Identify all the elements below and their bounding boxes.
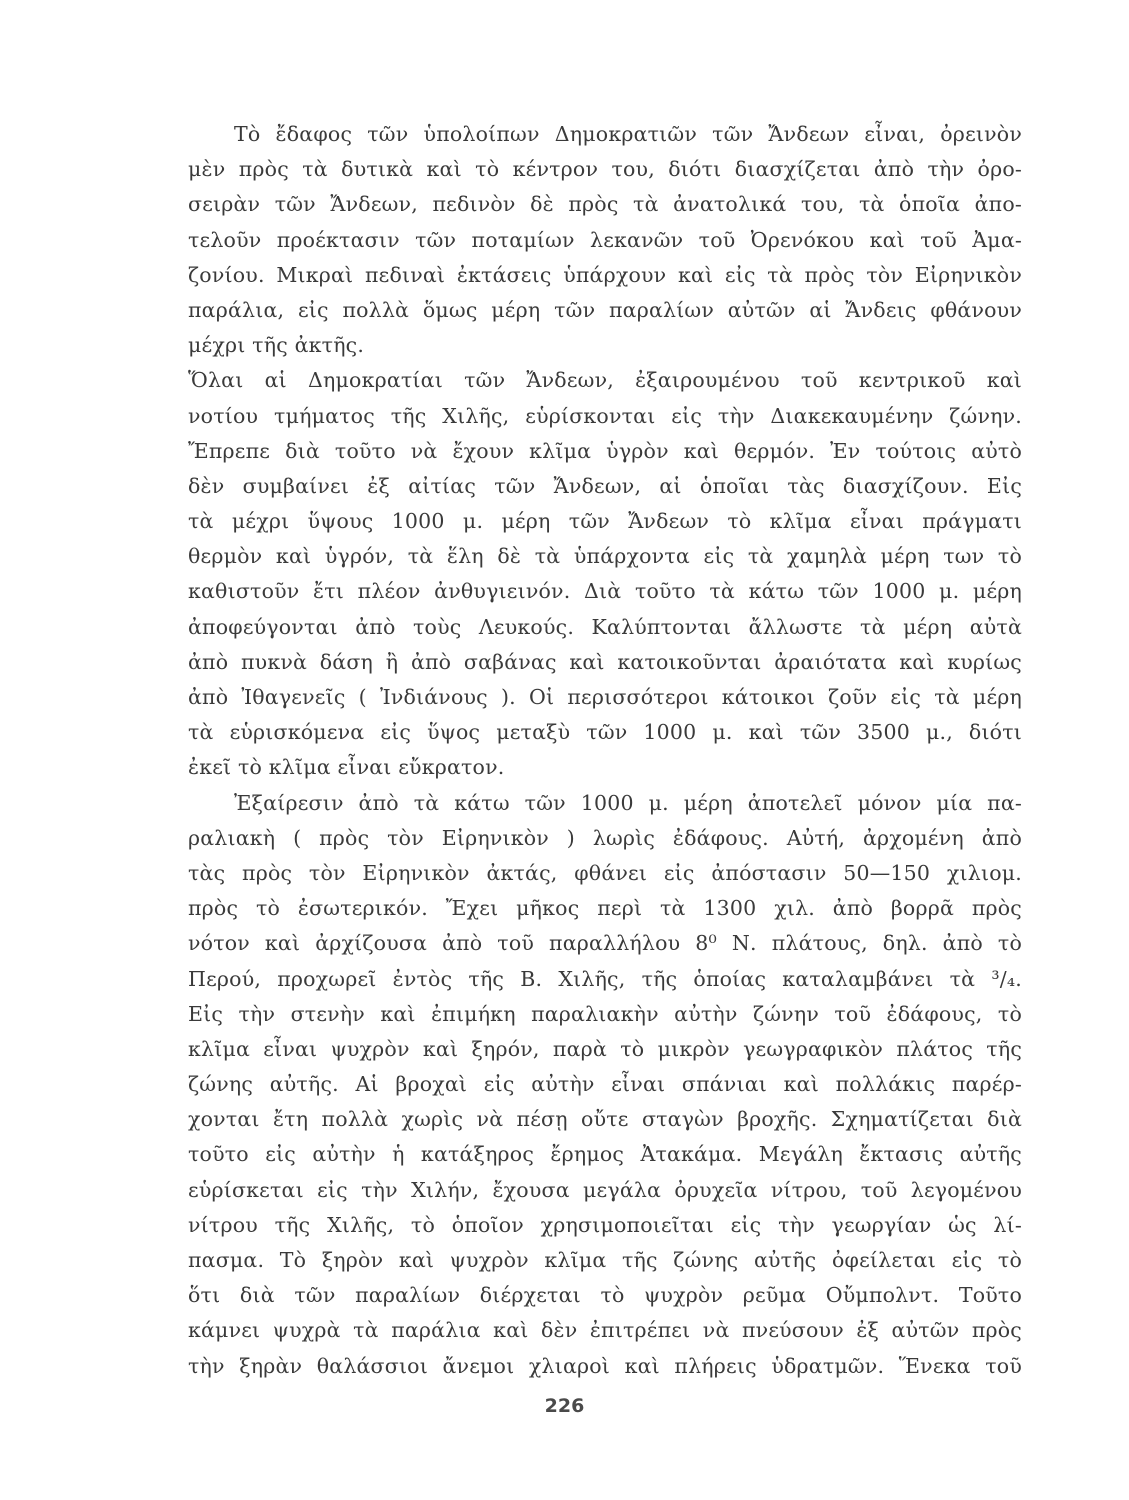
text-line: τὰ εὑρισκόμενα εἰς ὕψος μεταξὺ τῶν 1000 μ. καὶ τῶν 3500 μ., διότι: [188, 720, 1022, 745]
text-line: παράλια, εἰς πολλὰ ὅμως μέρη τῶν παραλίων αὐτῶν αἱ Ἄνδεις φθάνουν: [188, 297, 1022, 322]
text-line: ραλιακὴ ( πρὸς τὸν Εἰρηνικὸν ) λωρὶς ἐδάφους. Αὐτή, ἀρχομένη ἀπὸ: [188, 825, 1022, 850]
text-line: πασμα. Τὸ ξηρὸν καὶ ψυχρὸν κλῖμα τῆς ζώνης αὐτῆς ὀφείλεται εἰς τὸ: [188, 1248, 1022, 1272]
text-line: Εἰς τὴν στενὴν καὶ ἐπιμήκη παραλιακὴν αὐτὴν ζώνην τοῦ ἐδάφους, τὸ: [188, 1001, 1022, 1026]
text-line: τὰς πρὸς τὸν Εἰρηνικὸν ἀκτάς, φθάνει εἰς ἀπόστασιν 50—150 χιλιομ.: [188, 860, 1022, 885]
text-line: τὴν ξηρὰν θαλάσσιοι ἄνεμοι χλιαροὶ καὶ πλήρεις ὑδρατμῶν. Ἕνεκα τοῦ: [188, 1353, 1022, 1378]
text-line: μέχρι τῆς ἀκτῆς.: [188, 333, 365, 358]
text-line: τελοῦν προέκτασιν τῶν ποταμίων λεκανῶν τοῦ Ὀρενόκου καὶ τοῦ Ἀμα-: [188, 227, 1022, 252]
text-line: ζώνης αὐτῆς. Αἱ βροχαὶ εἰς αὐτὴν εἶναι σπάνιαι καὶ πολλάκις παρέρ-: [188, 1072, 1022, 1097]
text-line: νότον καὶ ἀρχίζουσα ἀπὸ τοῦ παραλλήλου 8⁰ Ν. πλάτους, δηλ. ἀπὸ τὸ: [188, 931, 1022, 956]
text-line: ἀπὸ Ἰθαγενεῖς ( Ἰνδιάνους ). Οἱ περισσότεροι κάτοικοι ζοῦν εἰς τὰ μέρη: [188, 685, 1022, 709]
text-line: τὰ μέχρι ὕψους 1000 μ. μέρη τῶν Ἄνδεων τὸ κλῖμα εἶναι πράγματι: [188, 509, 1022, 534]
text-line: ζονίου. Μικραὶ πεδιναὶ ἐκτάσεις ὑπάρχουν καὶ εἰς τὰ πρὸς τὸν Εἰρηνικὸν: [188, 262, 1022, 287]
text-line: μὲν πρὸς τὰ δυτικὰ καὶ τὸ κέντρον του, διότι διασχίζεται ἀπὸ τὴν ὀρο-: [188, 157, 1022, 182]
text-line: εὑρίσκεται εἰς τὴν Χιλήν, ἔχουσα μεγάλα ὀρυχεῖα νίτρου, τοῦ λεγομένου: [188, 1177, 1022, 1202]
text-line: ἐκεῖ τὸ κλῖμα εἶναι εὔκρατον.: [188, 755, 505, 780]
text-line: ὅτι διὰ τῶν παραλίων διέρχεται τὸ ψυχρὸν ρεῦμα Οὔμπολντ. Τοῦτο: [188, 1283, 1022, 1308]
text-line: Ἐξαίρεσιν ἀπὸ τὰ κάτω τῶν 1000 μ. μέρη ἀποτελεῖ μόνον μία πα-: [234, 790, 1022, 815]
text-line: κάμνει ψυχρὰ τὰ παράλια καὶ δὲν ἐπιτρέπει νὰ πνεύσουν ἐξ αὐτῶν πρὸς: [188, 1318, 1022, 1343]
text-line: θερμὸν καὶ ὑγρόν, τὰ ἕλη δὲ τὰ ὑπάρχοντα εἰς τὰ χαμηλὰ μέρη των τὸ: [188, 544, 1022, 569]
text-line: τοῦτο εἰς αὐτὴν ἡ κατάξηρος ἔρημος Ἀτακάμα. Μεγάλη ἔκτασις αὐτῆς: [188, 1142, 1022, 1167]
text-line: δὲν συμβαίνει ἐξ αἰτίας τῶν Ἄνδεων, αἱ ὁποῖαι τὰς διασχίζουν. Εἰς: [188, 473, 1022, 498]
body-text: [188, 117, 1022, 1384]
text-line: Ἔπρεπε διὰ τοῦτο νὰ ἔχουν κλῖμα ὑγρὸν καὶ θερμόν. Ἐν τούτοις αὐτὸ: [188, 438, 1022, 463]
text-line: νοτίου τμήματος τῆς Χιλῆς, εὑρίσκονται εἰς τὴν Διακεκαυμένην ζώνην.: [188, 403, 1022, 428]
page-number: 226: [544, 1395, 585, 1417]
text-line: χονται ἔτη πολλὰ χωρὶς νὰ πέσῃ οὔτε σταγὼν βροχῆς. Σχηματίζεται διὰ: [188, 1107, 1022, 1132]
text-line: ἀποφεύγονται ἀπὸ τοὺς Λευκούς. Καλύπτονται ἄλλωστε τὰ μέρη αὐτὰ: [188, 614, 1022, 639]
text-line: πρὸς τὸ ἐσωτερικόν. Ἔχει μῆκος περὶ τὰ 1300 χιλ. ἀπὸ βορρᾶ πρὸς: [188, 896, 1022, 921]
text-line: νίτρου τῆς Χιλῆς, τὸ ὁποῖον χρησιμοποιεῖται εἰς τὴν γεωργίαν ὡς λί-: [188, 1212, 1022, 1237]
text-line: κλῖμα εἶναι ψυχρὸν καὶ ξηρόν, παρὰ τὸ μικρὸν γεωγραφικὸν πλάτος τῆς: [188, 1036, 1022, 1061]
text-line: καθιστοῦν ἔτι πλέον ἀνθυγιεινόν. Διὰ τοῦτο τὰ κάτω τῶν 1000 μ. μέρη: [188, 579, 1022, 604]
text-line: ἀπὸ πυκνὰ δάση ἢ ἀπὸ σαβάνας καὶ κατοικοῦνται ἀραιότατα καὶ κυρίως: [188, 649, 1022, 674]
text-line: Ὅλαι αἱ Δημοκρατίαι τῶν Ἄνδεων, ἐξαιρουμένου τοῦ κεντρικοῦ καὶ: [188, 368, 1022, 393]
text-line: σειρὰν τῶν Ἄνδεων, πεδινὸν δὲ πρὸς τὰ ἀνατολικά του, τὰ ὁποῖα ἀπο-: [188, 192, 1022, 217]
text-line: Τὸ ἔδαφος τῶν ὑπολοίπων Δημοκρατιῶν τῶν Ἄνδεων εἶναι, ὀρεινὸν: [234, 122, 1022, 146]
text-line: Περού, προχωρεῖ ἐντὸς τῆς Β. Χιλῆς, τῆς ὁποίας καταλαμβάνει τὰ ³/₄.: [188, 966, 1022, 991]
